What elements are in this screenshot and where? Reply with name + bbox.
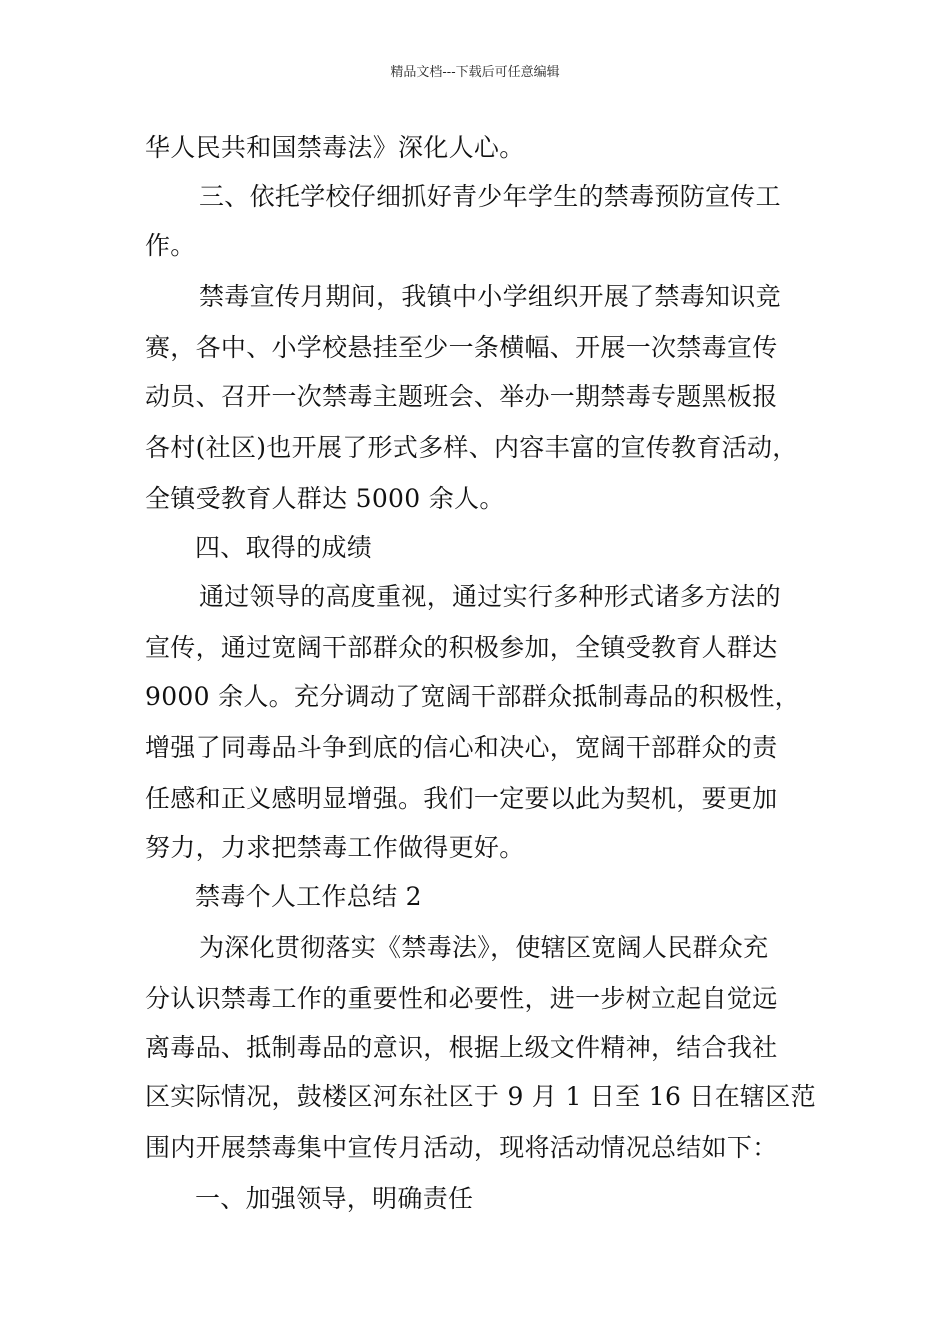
section-heading: 四、取得的成绩 xyxy=(195,533,373,562)
text-line: 赛，各中、小学校悬挂至少一条横幅、开展一次禁毒宣传 xyxy=(145,333,778,362)
text-line: 增强了同毒品斗争到底的信心和决心，宽阔干部群众的责 xyxy=(145,733,778,762)
text-line: 全镇受教育人群达 5000 余人。 xyxy=(145,484,505,513)
text-line: 离毒品、抵制毒品的意识，根据上级文件精神，结合我社 xyxy=(145,1033,778,1062)
text-line: 各村(社区)也开展了形式多样、内容丰富的宣传教育活动， xyxy=(145,433,798,462)
text-line: 围内开展禁毒集中宣传月活动，现将活动情况总结如下： xyxy=(145,1133,778,1162)
text-line: 区实际情况，鼓楼区河东社区于 9 月 1 日至 16 日在辖区范 xyxy=(145,1082,816,1111)
text-line: 通过领导的高度重视，通过实行多种形式诸多方法的 xyxy=(199,582,781,611)
text-line: 分认识禁毒工作的重要性和必要性，进一步树立起自觉远 xyxy=(145,984,778,1013)
text-line: 努力，力求把禁毒工作做得更好。 xyxy=(145,833,525,862)
page-header: 精品文档---下载后可任意编辑 xyxy=(390,65,560,80)
text-line: 华人民共和国禁毒法》深化人心。 xyxy=(145,133,525,162)
text-line: 动员、召开一次禁毒主题班会、举办一期禁毒专题黑板报 xyxy=(145,382,778,411)
section-heading: 三、依托学校仔细抓好青少年学生的禁毒预防宣传工 xyxy=(199,182,781,211)
document-title: 禁毒个人工作总结 2 xyxy=(195,882,422,911)
text-line: 为深化贯彻落实《禁毒法》，使辖区宽阔人民群众充 xyxy=(199,933,769,962)
text-line: 作。 xyxy=(145,231,196,260)
section-heading: 一、加强领导，明确责任 xyxy=(195,1184,474,1213)
text-line: 任感和正义感明显增强。我们一定要以此为契机，要更加 xyxy=(145,784,778,813)
text-line: 禁毒宣传月期间，我镇中小学组织开展了禁毒知识竞 xyxy=(199,282,781,311)
text-line: 宣传，通过宽阔干部群众的积极参加，全镇受教育人群达 xyxy=(145,633,778,662)
text-line: 9000 余人。充分调动了宽阔干部群众抵制毒品的积极性， xyxy=(145,682,800,711)
